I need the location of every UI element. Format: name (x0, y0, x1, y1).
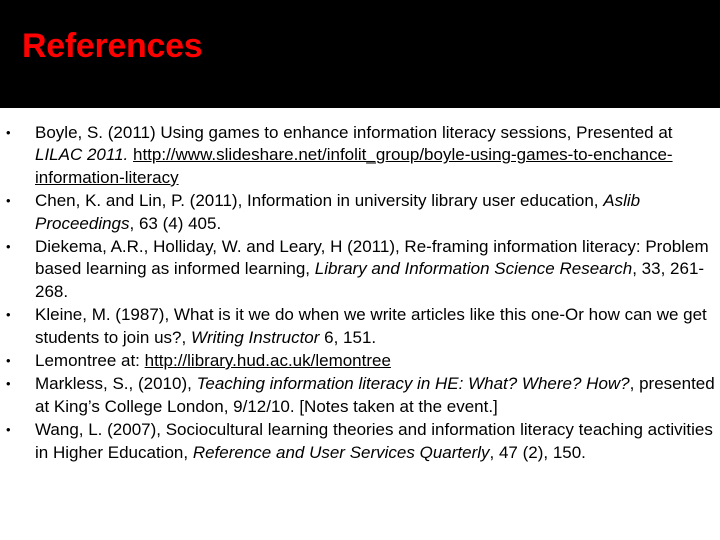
bullet-icon: • (6, 239, 11, 255)
reference-item-wang (0, 419, 720, 464)
reference-italic: Library and Information Science Research (314, 259, 633, 279)
reference-italic: Teaching information literacy in HE: What? Where? How? (196, 374, 630, 394)
reference-item-markless (0, 373, 720, 418)
reference-text-end: , 33, 261-268. (35, 259, 705, 301)
reference-italic: Writing Instructor (190, 327, 320, 347)
reference-text: Diekema, A.R., Holliday, W. and Leary, H (2011), Re-framing information literacy: Problem based learning as informed learning, (35, 237, 709, 279)
bullet-icon: • (6, 353, 11, 369)
reference-text-end: , presented at King’s College London, 9/12/10. [Notes taken at the event.] (35, 374, 715, 416)
reference-text: Chen, K. and Lin, P. (2011), Information in university library user education, (35, 191, 604, 211)
reference-text-end: , 47 (2), 150. (489, 442, 586, 462)
title-bar (0, 0, 720, 108)
reference-item-lemontree (0, 350, 720, 372)
reference-text: Wang, L. (2007), Sociocultural learning theories and information literacy teaching activities in Higher Education, (35, 420, 713, 462)
bullet-icon: • (6, 307, 11, 323)
slide-title: References (22, 27, 203, 65)
reference-italic: LILAC 2011. (35, 145, 129, 165)
reference-list (0, 122, 720, 465)
reference-item-diekema (0, 236, 720, 303)
reference-italic: Aslib Proceedings (35, 191, 641, 233)
reference-item-kleine (0, 304, 720, 349)
reference-link-slideshare[interactable]: http://www.slideshare.net/infolit_group/boyle-using-games-to-enchance-information-literacy (35, 145, 673, 187)
reference-text: Lemontree at: (35, 351, 145, 371)
reference-text-end: , 63 (4) 405. (129, 213, 222, 233)
bullet-icon: • (6, 125, 11, 140)
reference-item-boyle (0, 122, 720, 189)
reference-italic: Reference and User Services Quarterly (192, 442, 490, 462)
reference-text: Boyle, S. (2011) Using games to enhance information literacy sessions, Presented at (35, 123, 673, 142)
bullet-icon: • (6, 193, 11, 209)
bullet-icon: • (6, 422, 11, 438)
reference-text-end: 6, 151. (319, 327, 377, 347)
reference-text: Markless, S., (2010), (35, 374, 197, 394)
bullet-icon: • (6, 376, 11, 392)
reference-link-lemontree[interactable]: http://library.hud.ac.uk/lemontree (144, 351, 391, 371)
reference-text: Kleine, M. (1987), What is it we do when we write articles like this one-Or how can we get students to join us?, (35, 305, 707, 347)
reference-item-chen (0, 190, 720, 235)
